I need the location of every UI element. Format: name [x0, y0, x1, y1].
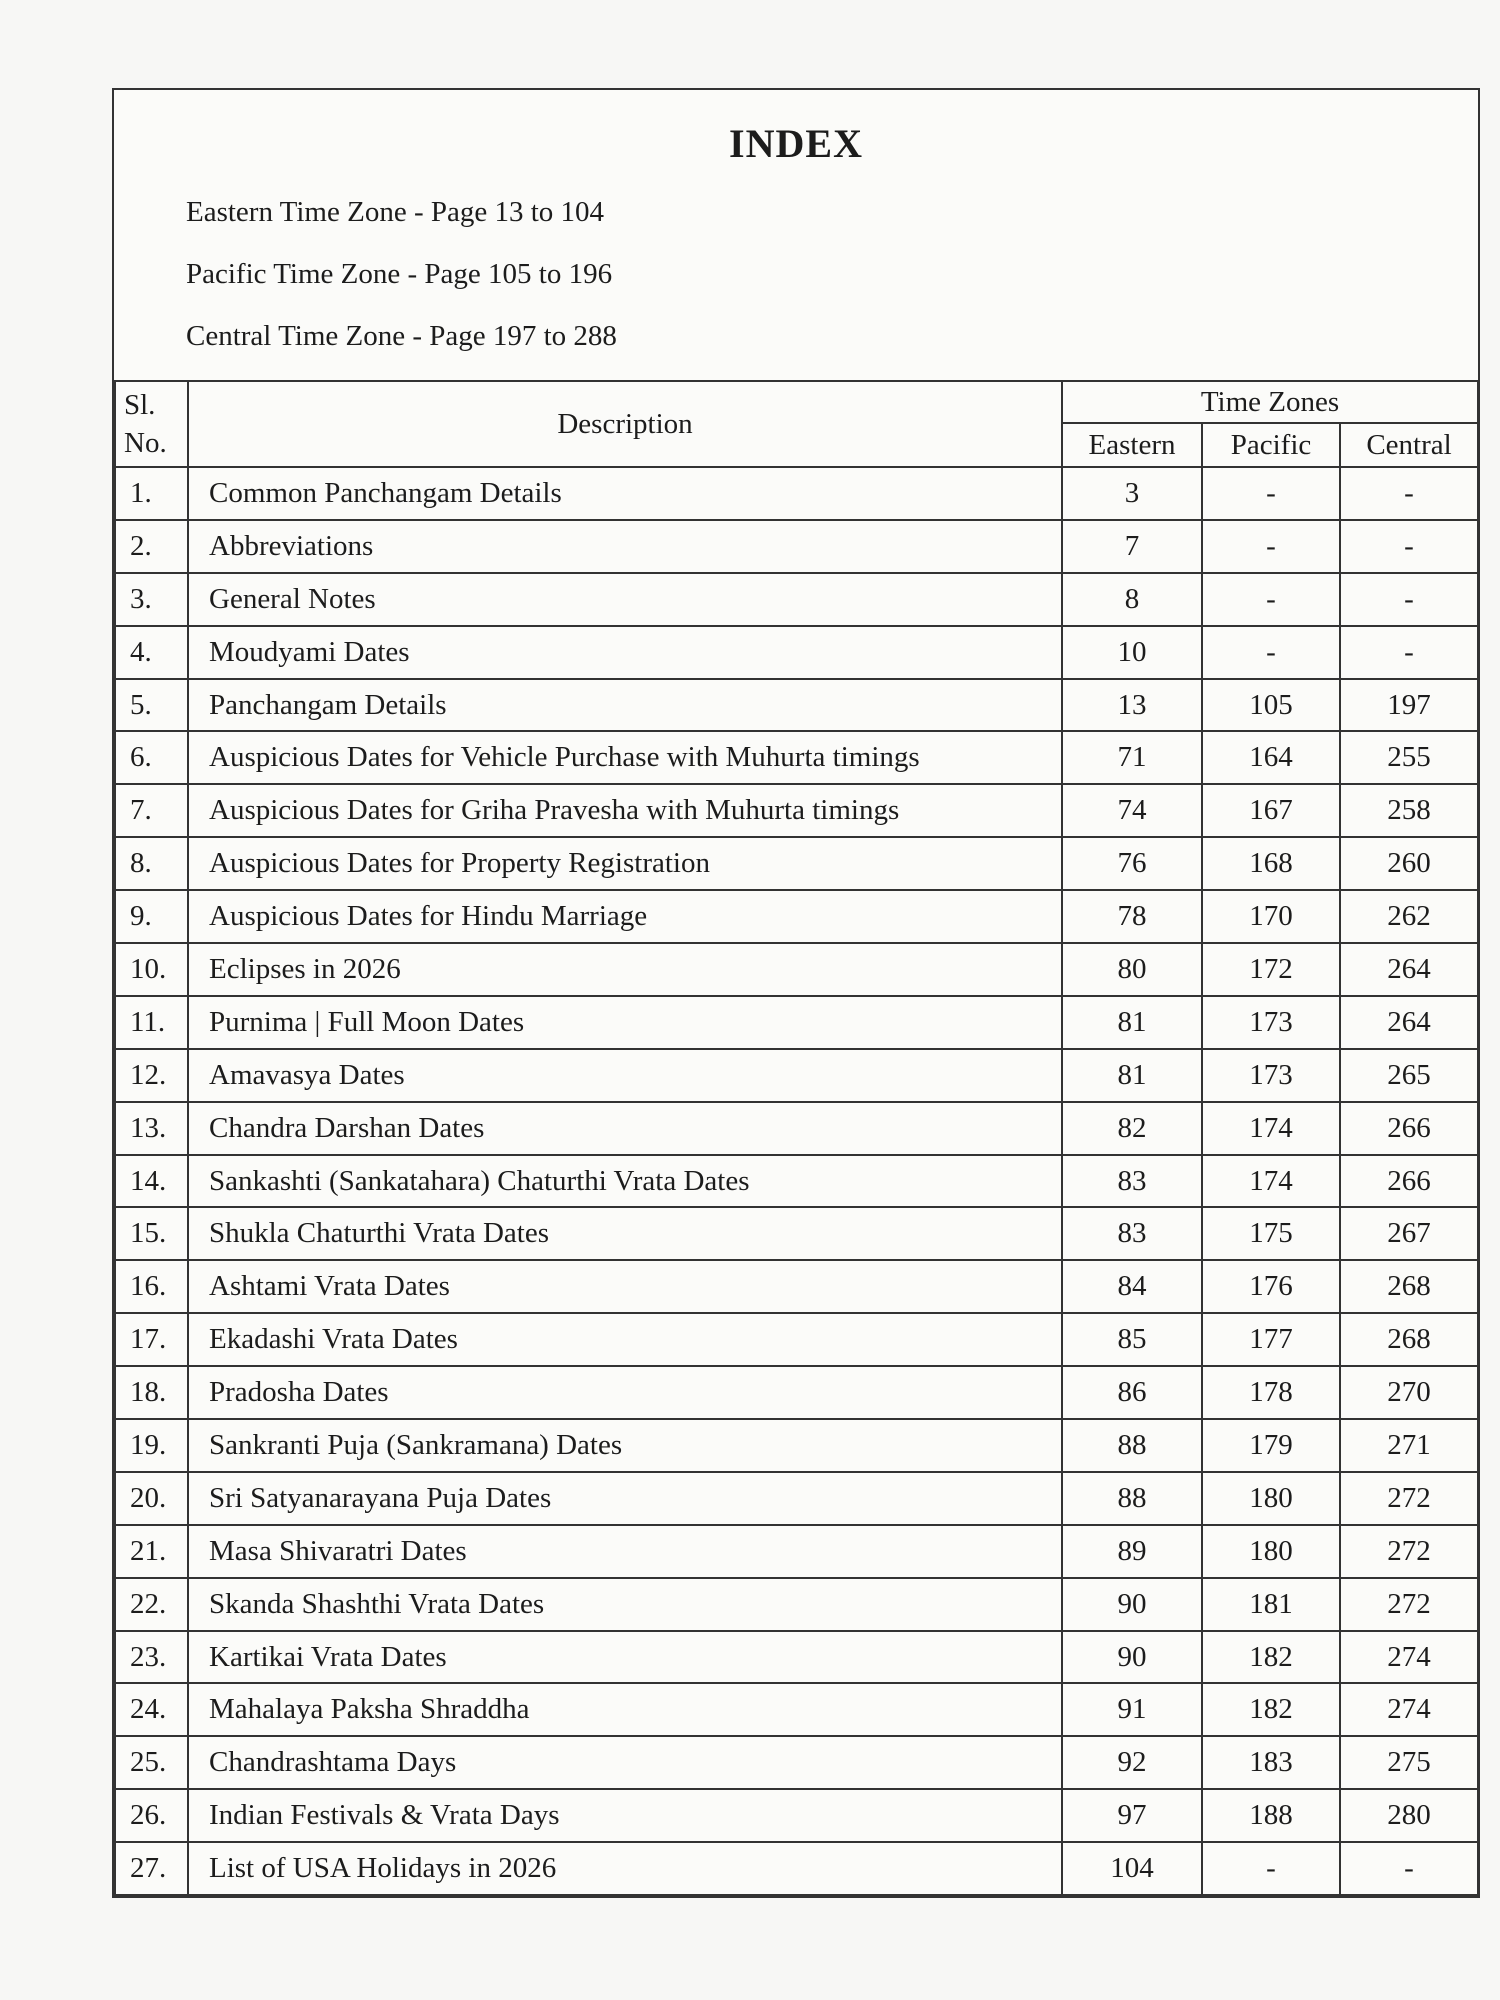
central-page-cell: 264 [1340, 943, 1478, 996]
central-page-cell: - [1340, 1842, 1478, 1895]
pacific-page-cell: 180 [1202, 1472, 1340, 1525]
description-cell: Ekadashi Vrata Dates [188, 1313, 1062, 1366]
eastern-page-cell: 84 [1062, 1260, 1202, 1313]
pacific-page-cell: - [1202, 520, 1340, 573]
central-page-cell: - [1340, 520, 1478, 573]
central-page-cell: 268 [1340, 1313, 1478, 1366]
central-page-cell: 268 [1340, 1260, 1478, 1313]
sl-no-cell: 10. [115, 943, 188, 996]
table-row [115, 1260, 1478, 1313]
sl-no-cell: 16. [115, 1260, 188, 1313]
table-row [115, 1525, 1478, 1578]
description-cell: Auspicious Dates for Hindu Marriage [188, 890, 1062, 943]
eastern-page-cell: 88 [1062, 1472, 1202, 1525]
central-page-cell: - [1340, 626, 1478, 679]
eastern-page-cell: 80 [1062, 943, 1202, 996]
pacific-page-cell: 172 [1202, 943, 1340, 996]
description-cell: Kartikai Vrata Dates [188, 1631, 1062, 1684]
table-row [115, 1313, 1478, 1366]
table-row [115, 1789, 1478, 1842]
description-cell: Moudyami Dates [188, 626, 1062, 679]
sl-no-cell: 27. [115, 1842, 188, 1895]
table-row [115, 573, 1478, 626]
description-cell: Sankashti (Sankatahara) Chaturthi Vrata Dates [188, 1155, 1062, 1208]
eastern-page-cell: 81 [1062, 996, 1202, 1049]
sl-no-cell: 11. [115, 996, 188, 1049]
central-page-cell: 274 [1340, 1631, 1478, 1684]
pacific-page-cell: 168 [1202, 837, 1340, 890]
sl-no-cell: 18. [115, 1366, 188, 1419]
central-page-cell: - [1340, 467, 1478, 520]
sl-no-cell: 4. [115, 626, 188, 679]
description-cell: Common Panchangam Details [188, 467, 1062, 520]
table-row [115, 626, 1478, 679]
description-cell: List of USA Holidays in 2026 [188, 1842, 1062, 1895]
pacific-page-cell: 105 [1202, 679, 1340, 732]
description-cell: Panchangam Details [188, 679, 1062, 732]
time-zones-header: Time Zones [1062, 381, 1478, 423]
pacific-page-cell: - [1202, 1842, 1340, 1895]
table-row [115, 1631, 1478, 1684]
description-cell: Shukla Chaturthi Vrata Dates [188, 1207, 1062, 1260]
description-cell: Masa Shivaratri Dates [188, 1525, 1062, 1578]
eastern-page-cell: 97 [1062, 1789, 1202, 1842]
sl-no-cell: 24. [115, 1683, 188, 1736]
eastern-page-cell: 13 [1062, 679, 1202, 732]
eastern-page-cell: 3 [1062, 467, 1202, 520]
table-row [115, 1419, 1478, 1472]
sl-no-cell: 14. [115, 1155, 188, 1208]
central-page-cell: - [1340, 573, 1478, 626]
description-cell: Indian Festivals & Vrata Days [188, 1789, 1062, 1842]
pacific-page-cell: 182 [1202, 1631, 1340, 1684]
table-row [115, 784, 1478, 837]
central-page-cell: 271 [1340, 1419, 1478, 1472]
pacific-page-cell: 179 [1202, 1419, 1340, 1472]
pacific-page-cell: - [1202, 573, 1340, 626]
central-page-cell: 274 [1340, 1683, 1478, 1736]
description-cell: Abbreviations [188, 520, 1062, 573]
central-page-cell: 258 [1340, 784, 1478, 837]
central-page-cell: 266 [1340, 1102, 1478, 1155]
sl-no-cell: 5. [115, 679, 188, 732]
central-page-cell: 270 [1340, 1366, 1478, 1419]
table-row [115, 520, 1478, 573]
page-title: INDEX [729, 121, 863, 166]
eastern-page-cell: 74 [1062, 784, 1202, 837]
table-row [115, 1102, 1478, 1155]
pacific-page-cell: 173 [1202, 996, 1340, 1049]
pacific-page-cell: 176 [1202, 1260, 1340, 1313]
table-row [115, 679, 1478, 732]
eastern-page-cell: 86 [1062, 1366, 1202, 1419]
sl-no-cell: 12. [115, 1049, 188, 1102]
description-cell: Pradosha Dates [188, 1366, 1062, 1419]
description-cell: Chandra Darshan Dates [188, 1102, 1062, 1155]
index-table [114, 380, 1479, 1896]
pacific-page-cell: 178 [1202, 1366, 1340, 1419]
pacific-page-cell: 175 [1202, 1207, 1340, 1260]
eastern-header: Eastern [1062, 423, 1202, 467]
pacific-page-cell: 164 [1202, 731, 1340, 784]
sl-no-cell: 20. [115, 1472, 188, 1525]
pacific-page-cell: 167 [1202, 784, 1340, 837]
pacific-page-cell: 183 [1202, 1736, 1340, 1789]
sl-no-cell: 22. [115, 1578, 188, 1631]
eastern-zone-range: Eastern Time Zone - Page 13 to 104 [186, 196, 605, 228]
table-row [115, 890, 1478, 943]
eastern-page-cell: 90 [1062, 1578, 1202, 1631]
sl-no-cell: 1. [115, 467, 188, 520]
eastern-page-cell: 81 [1062, 1049, 1202, 1102]
table-row [115, 837, 1478, 890]
description-cell: Purnima | Full Moon Dates [188, 996, 1062, 1049]
sl-no-cell: 17. [115, 1313, 188, 1366]
central-page-cell: 197 [1340, 679, 1478, 732]
sl-no-cell: 26. [115, 1789, 188, 1842]
eastern-page-cell: 83 [1062, 1207, 1202, 1260]
table-row [115, 943, 1478, 996]
central-page-cell: 265 [1340, 1049, 1478, 1102]
eastern-page-cell: 89 [1062, 1525, 1202, 1578]
table-row [115, 1578, 1478, 1631]
eastern-page-cell: 82 [1062, 1102, 1202, 1155]
eastern-page-cell: 78 [1062, 890, 1202, 943]
sl-no-cell: 15. [115, 1207, 188, 1260]
pacific-page-cell: 177 [1202, 1313, 1340, 1366]
eastern-page-cell: 92 [1062, 1736, 1202, 1789]
eastern-page-cell: 8 [1062, 573, 1202, 626]
sl-no-cell: 7. [115, 784, 188, 837]
central-header: Central [1340, 423, 1478, 467]
description-cell: General Notes [188, 573, 1062, 626]
eastern-page-cell: 91 [1062, 1683, 1202, 1736]
pacific-zone-range: Pacific Time Zone - Page 105 to 196 [186, 258, 613, 290]
table-row [115, 1842, 1478, 1895]
sl-no-cell: 25. [115, 1736, 188, 1789]
table-row [115, 731, 1478, 784]
pacific-header: Pacific [1202, 423, 1340, 467]
eastern-page-cell: 10 [1062, 626, 1202, 679]
description-cell: Eclipses in 2026 [188, 943, 1062, 996]
description-cell: Ashtami Vrata Dates [188, 1260, 1062, 1313]
table-row [115, 467, 1478, 520]
eastern-page-cell: 85 [1062, 1313, 1202, 1366]
eastern-page-cell: 76 [1062, 837, 1202, 890]
sl-no-cell: 13. [115, 1102, 188, 1155]
pacific-page-cell: 188 [1202, 1789, 1340, 1842]
central-page-cell: 260 [1340, 837, 1478, 890]
eastern-page-cell: 7 [1062, 520, 1202, 573]
pacific-page-cell: 174 [1202, 1155, 1340, 1208]
sl-no-cell: 3. [115, 573, 188, 626]
table-row [115, 1366, 1478, 1419]
description-header: Description [188, 381, 1062, 467]
central-page-cell: 272 [1340, 1472, 1478, 1525]
sl-no-cell: 8. [115, 837, 188, 890]
eastern-page-cell: 71 [1062, 731, 1202, 784]
pacific-page-cell: 174 [1202, 1102, 1340, 1155]
description-cell: Chandrashtama Days [188, 1736, 1062, 1789]
description-cell: Mahalaya Paksha Shraddha [188, 1683, 1062, 1736]
pacific-page-cell: 180 [1202, 1525, 1340, 1578]
table-row [115, 1736, 1478, 1789]
description-cell: Auspicious Dates for Vehicle Purchase with Muhurta timings [188, 731, 1062, 784]
description-cell: Auspicious Dates for Property Registration [188, 837, 1062, 890]
sl-no-cell: 23. [115, 1631, 188, 1684]
pacific-page-cell: - [1202, 467, 1340, 520]
central-page-cell: 275 [1340, 1736, 1478, 1789]
table-row [115, 1207, 1478, 1260]
sl-no-header: Sl. No. [115, 381, 188, 467]
eastern-page-cell: 83 [1062, 1155, 1202, 1208]
central-page-cell: 262 [1340, 890, 1478, 943]
central-page-cell: 272 [1340, 1578, 1478, 1631]
description-cell: Amavasya Dates [188, 1049, 1062, 1102]
pacific-page-cell: 173 [1202, 1049, 1340, 1102]
table-row [115, 1472, 1478, 1525]
central-page-cell: 264 [1340, 996, 1478, 1049]
sl-no-cell: 9. [115, 890, 188, 943]
table-row [115, 1049, 1478, 1102]
eastern-page-cell: 90 [1062, 1631, 1202, 1684]
central-page-cell: 266 [1340, 1155, 1478, 1208]
description-cell: Skanda Shashthi Vrata Dates [188, 1578, 1062, 1631]
sl-no-cell: 21. [115, 1525, 188, 1578]
description-cell: Sankranti Puja (Sankramana) Dates [188, 1419, 1062, 1472]
central-zone-range: Central Time Zone - Page 197 to 288 [186, 320, 617, 352]
central-page-cell: 255 [1340, 731, 1478, 784]
table-row [115, 1683, 1478, 1736]
central-page-cell: 267 [1340, 1207, 1478, 1260]
central-page-cell: 280 [1340, 1789, 1478, 1842]
central-page-cell: 272 [1340, 1525, 1478, 1578]
description-cell: Auspicious Dates for Griha Pravesha with Muhurta timings [188, 784, 1062, 837]
eastern-page-cell: 104 [1062, 1842, 1202, 1895]
index-page [112, 88, 1480, 1898]
description-cell: Sri Satyanarayana Puja Dates [188, 1472, 1062, 1525]
pacific-page-cell: - [1202, 626, 1340, 679]
pacific-page-cell: 170 [1202, 890, 1340, 943]
pacific-page-cell: 182 [1202, 1683, 1340, 1736]
pacific-page-cell: 181 [1202, 1578, 1340, 1631]
sl-no-cell: 2. [115, 520, 188, 573]
table-row [115, 1155, 1478, 1208]
eastern-page-cell: 88 [1062, 1419, 1202, 1472]
sl-no-cell: 6. [115, 731, 188, 784]
table-row [115, 996, 1478, 1049]
sl-no-cell: 19. [115, 1419, 188, 1472]
